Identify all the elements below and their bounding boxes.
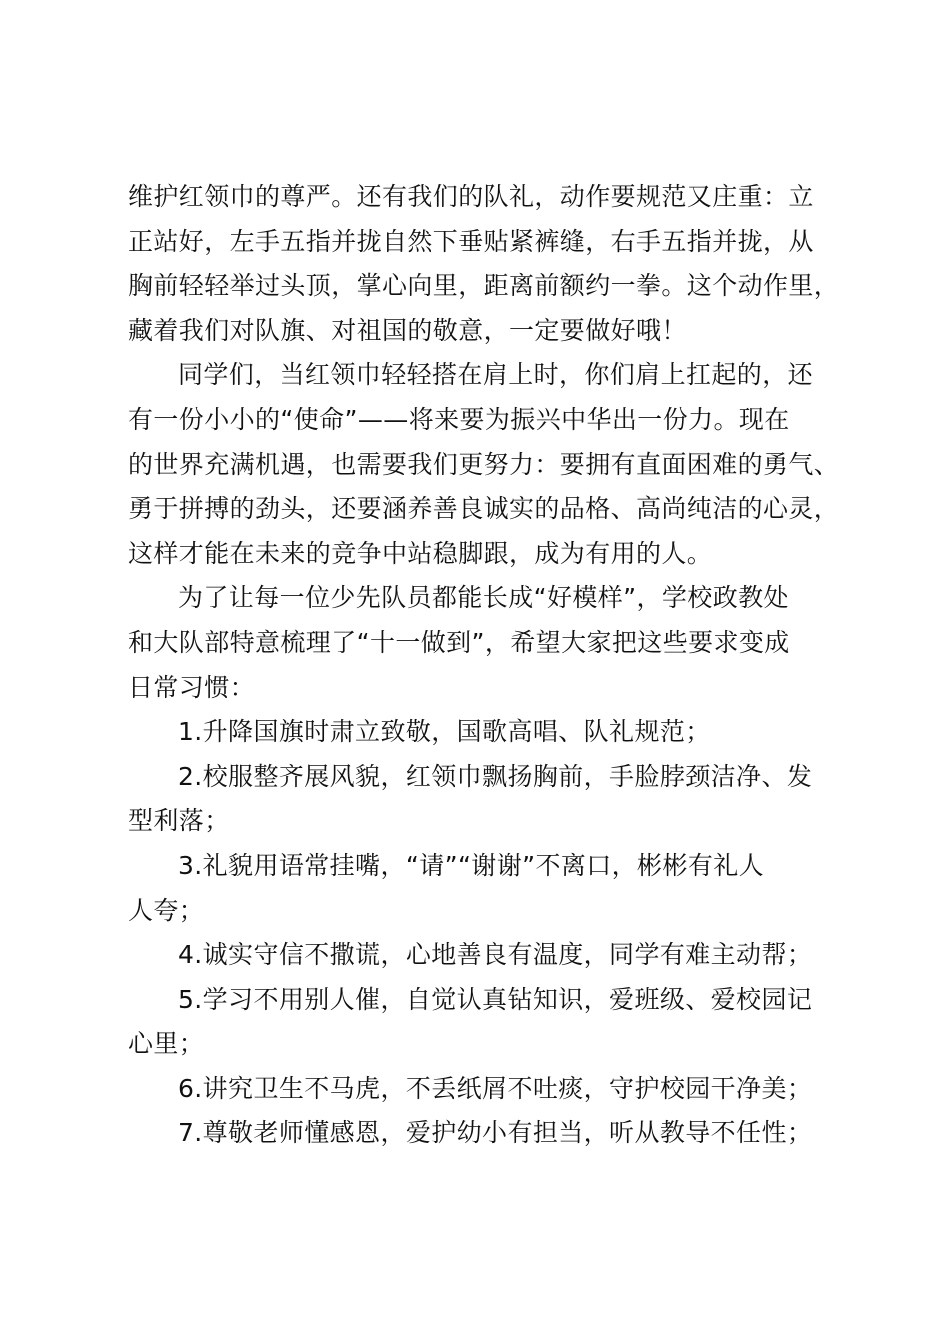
text-line: 心里； (128, 1029, 205, 1059)
text-line: 藏着我们对队旗、对祖国的敬意，一定要做好哦！ (128, 315, 687, 345)
paragraph-eleven-rules-intro (128, 576, 858, 710)
text-line: 有一份小小的“使命”——将来要为振兴中华出一份力。现在 (128, 404, 790, 434)
text-line: 4.诚实守信不撒谎，心地善良有温度，同学有难主动帮； (178, 940, 813, 970)
paragraph-mission (128, 353, 858, 576)
text-line: 2.校服整齐展风貌，红领巾飘扬胸前，手脸脖颈洁净、发 (178, 761, 813, 791)
text-line: 1.升降国旗时肃立致敬，国歌高唱、队礼规范； (178, 717, 711, 747)
rule-item-1 (128, 710, 858, 755)
text-line: 7.尊敬老师懂感恩，爱护幼小有担当，听从教导不任性； (178, 1118, 813, 1148)
rule-item-7 (128, 1111, 858, 1156)
document-body (128, 175, 858, 1156)
rule-item-6 (128, 1067, 858, 1112)
paragraph-salute (128, 175, 858, 353)
rule-item-5 (128, 978, 858, 1067)
text-line: 同学们，当红领巾轻轻搭在肩上时，你们肩上扛起的，还 (178, 360, 814, 390)
text-line: 3.礼貌用语常挂嘴，“请”“谢谢”不离口，彬彬有礼人 (178, 850, 765, 880)
text-line: 胸前轻轻举过头顶，掌心向里，距离前额约一拳。这个动作里， (128, 271, 840, 301)
rule-item-2 (128, 755, 858, 844)
text-line: 型利落； (128, 806, 230, 836)
text-line: 为了让每一位少先队员都能长成“好模样”，学校政教处 (178, 583, 789, 613)
text-line: 人夸； (128, 895, 205, 925)
text-line: 5.学习不用别人催，自觉认真钻知识，爱班级、爱校园记 (178, 984, 813, 1014)
text-line: 维护红领巾的尊严。还有我们的队礼，动作要规范又庄重：立 (128, 182, 814, 211)
text-line: 正站好，左手五指并拢自然下垂贴紧裤缝，右手五指并拢，从 (128, 226, 814, 256)
text-line: 6.讲究卫生不马虎，不丢纸屑不吐痰，守护校园干净美； (178, 1073, 813, 1103)
text-line: 和大队部特意梳理了“十一做到”，希望大家把这些要求变成 (128, 627, 790, 657)
rule-item-3 (128, 844, 858, 933)
text-line: 勇于拼搏的劲头，还要涵养善良诚实的品格、高尚纯洁的心灵， (128, 494, 840, 524)
text-line: 这样才能在未来的竞争中站稳脚跟，成为有用的人。 (128, 538, 713, 568)
rule-item-4 (128, 933, 858, 978)
text-line: 日常习惯： (128, 672, 256, 702)
text-line: 的世界充满机遇，也需要我们更努力：要拥有直面困难的勇气、 (128, 449, 840, 479)
